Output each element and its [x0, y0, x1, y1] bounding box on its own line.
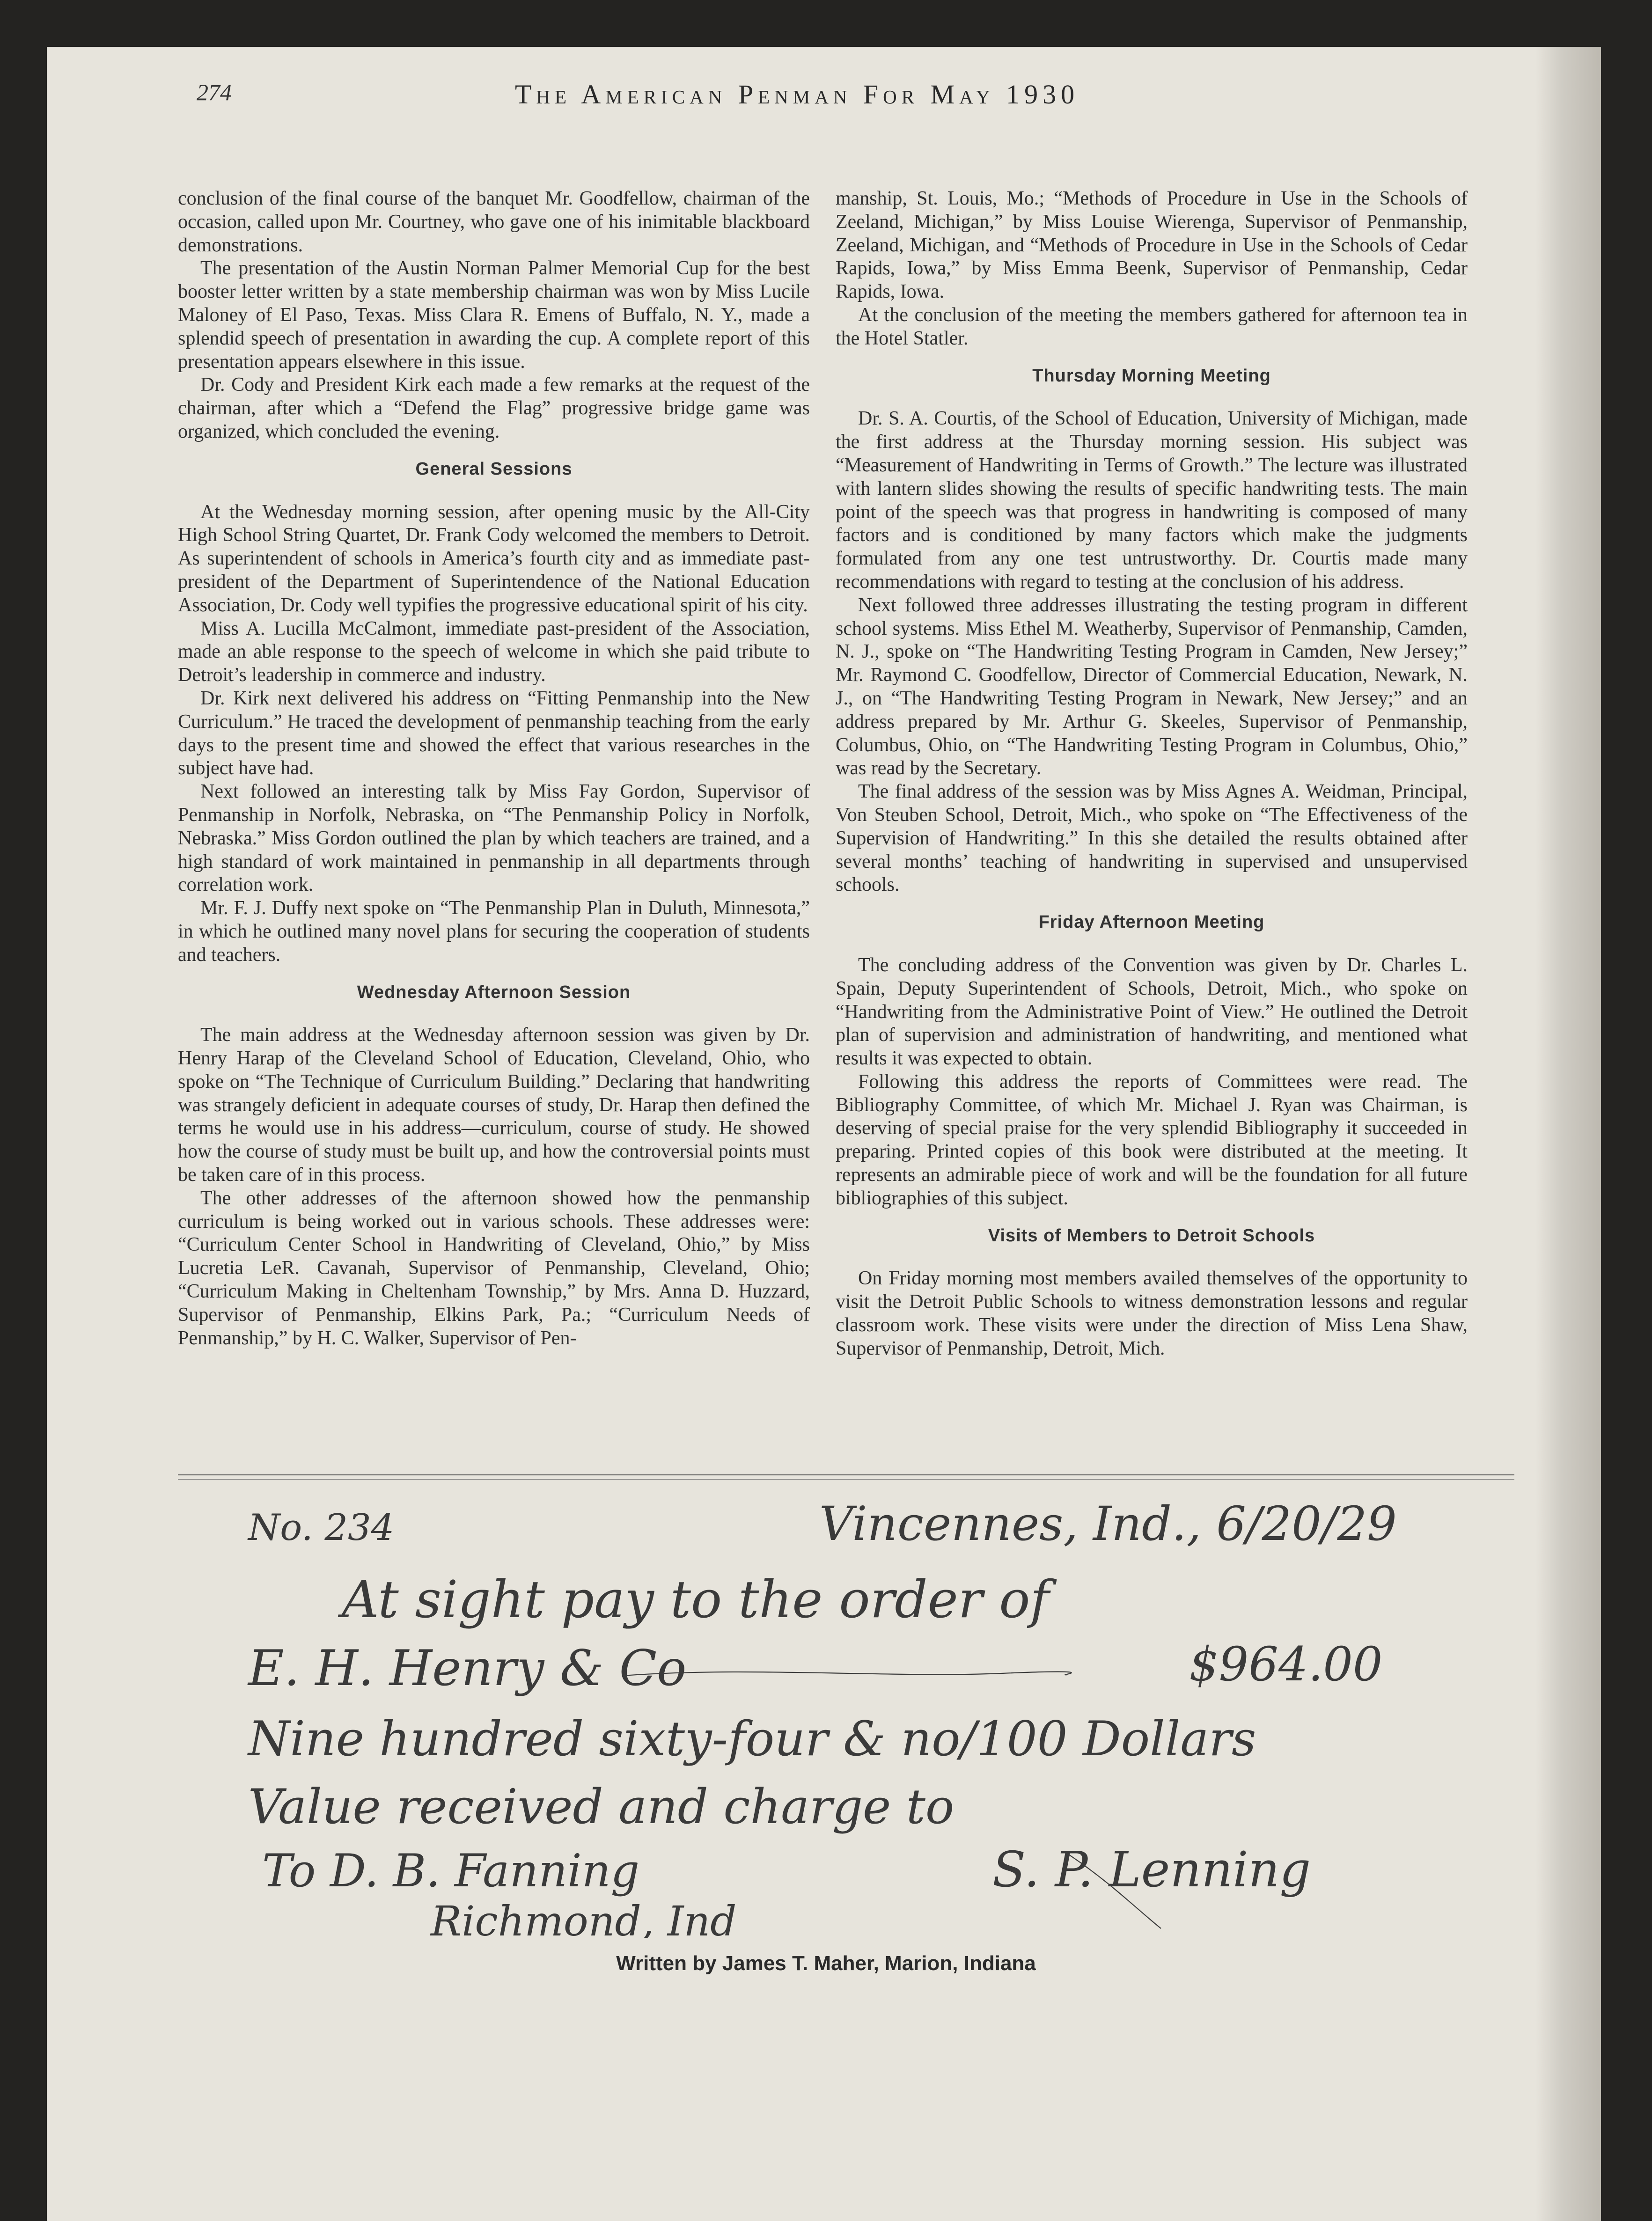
page-number: 274 [197, 79, 232, 105]
specimen-line-4: Value received and charge to [248, 1779, 954, 1835]
left-column [178, 187, 810, 1350]
handwriting-specimen [234, 1488, 1498, 1938]
specimen-city: Richmond, Ind [431, 1897, 737, 1938]
paragraph: The presentation of the Austin Norman Palmer Memorial Cup for the best booster letter written by a state membership chairman was won by Miss Lucile Maloney of El Paso, Texas. Miss Clara R. Emens of Buffalo, N. Y., made a splendid speech of presentation in awarding the cup. A complete report of this presentation appears elsewhere in this issue. [178, 257, 810, 373]
section-heading: Thursday Morning Meeting [1032, 366, 1271, 386]
specimen-amount-words: Nine hundred sixty-four & no/100 Dollars [248, 1711, 1256, 1767]
section-heading: Wednesday Afternoon Session [357, 982, 631, 1002]
specimen-line-1: At sight pay to the order of [342, 1569, 1050, 1629]
paragraph: The main address at the Wednesday afternoon session was given by Dr. Henry Harap of the Cleveland School of Education, Cleveland, Ohio, who spoke on “The Technique of Curriculum Building.” Declaring that handwriting was strangely deficient in adequate courses of study, Dr. Harap then defined the terms he would use in his address—curriculum, course of study. He showed how the course of study must be built up, and how the controversial points must be taken care of in this process. [178, 1024, 810, 1186]
specimen-flourish-line [623, 1672, 1072, 1676]
paragraph: Next followed three addresses illustrating the testing program in different school systems. Miss Ethel M. Weatherby, Supervisor of Penmanship, Camden, N. J., spoke on “The Handwriting Testing Program in Camden, New Jersey;” Mr. Raymond C. Goodfellow, Director of Commercial Education, Newark, N. J., on “The Handwriting Testing Program in Newark, New Jersey;” and an address prepared by Mr. Arthur G. Skeeles, Supervisor of Penmanship, Columbus, Ohio, on “The Handwriting Testing Program in Columbus, Ohio,” was read by the Secretary. [836, 594, 1468, 779]
specimen-caption: Written by James T. Maher, Marion, Indiana [616, 1952, 1036, 1975]
specimen-payee: E. H. Henry & Co [248, 1640, 687, 1697]
page-gutter-shadow [1535, 47, 1601, 2221]
paragraph: The final address of the session was by Miss Agnes A. Weidman, Principal, Von Steuben School, Detroit, Mich., who spoke on “The Effectiveness of the Supervision of Handwriting.” In this she detailed the results obtained after several months’ teaching of handwriting in supervised and unsupervised schools. [836, 781, 1468, 896]
paragraph: Dr. Cody and President Kirk each made a few remarks at the request of the chairman, after which a “Defend the Flag” progressive bridge game was organized, which concluded the evening. [178, 374, 810, 442]
specimen-to: To D. B. Fanning [262, 1845, 640, 1897]
paragraph: On Friday morning most members availed themselves of the opportunity to visit the Detroit Public Schools to witness demonstration lessons and regular classroom work. These visits were under the direction of Miss Lena Shaw, Supervisor of Penmanship, Detroit, Mich. [836, 1268, 1468, 1359]
specimen-amount: $964.00 [1189, 1637, 1383, 1692]
paragraph: Dr. Kirk next delivered his address on “Fitting Penmanship into the New Curriculum.” He traced the development of penmanship teaching from the early days to the present time and showed the effect that various researches in the subject have had. [178, 687, 810, 779]
specimen-number: No. 234 [248, 1507, 395, 1549]
section-heading: Friday Afternoon Meeting [1038, 912, 1265, 932]
paragraph: Next followed an interesting talk by Miss Fay Gordon, Supervisor of Penmanship in Norfolk, Nebraska, on “The Penmanship Policy in Norfolk, Nebraska.” Miss Gordon outlined the plan by which teachers are trained, and a high standard of work maintained in penmanship in all departments through correlation work. [178, 781, 810, 896]
section-heading: Visits of Members to Detroit Schools [988, 1225, 1315, 1246]
divider-rule [178, 1474, 1514, 1475]
paragraph: At the Wednesday morning session, after opening music by the All-City High School String Quartet, Dr. Frank Cody welcomed the members to Detroit. As superintendent of schools in America’s fourth city and as immediate past-president of the Department of Superintendence of the National Education Association, Dr. Cody well typifies the progressive educational spirit of his city. [178, 501, 810, 616]
paragraph: Miss A. Lucilla McCalmont, immediate past-president of the Association, made an able response to the speech of welcome in which she paid tribute to Detroit’s leadership in commerce and industry. [178, 617, 810, 686]
divider-rule-secondary [178, 1479, 1514, 1480]
paragraph: At the conclusion of the meeting the members gathered for afternoon tea in the Hotel Statler. [836, 304, 1468, 349]
paragraph: The other addresses of the afternoon showed how the penmanship curriculum is being worked out in various schools. These addresses were: “Curriculum Center School in Handwriting of Cleveland, Ohio,” by Miss Lucretia LeR. Cavanah, Supervisor of Penmanship, Cleveland, Ohio; “Curriculum Making in Cheltenham Township,” by Mrs. Anna D. Huzzard, Supervisor of Penmanship, Elkins Park, Pa.; “Curriculum Needs of Penmanship,” by H. C. Walker, Supervisor of Pen- [178, 1187, 810, 1349]
paragraph: The concluding address of the Convention was given by Dr. Charles L. Spain, Deputy Superintendent of Schools, Detroit, Mich., who spoke on “Handwriting from the Administrative Point of View.” He outlined the Detroit plan of supervision and administration of handwriting, and mentioned what results it was expected to obtain. [836, 954, 1468, 1070]
paragraph: manship, St. Louis, Mo.; “Methods of Procedure in Use in the Schools of Zeeland, Michigan,” by Miss Louise Wierenga, Supervisor of Penmanship, Zeeland, Michigan, and “Methods of Procedure in Use in the Schools of Cedar Rapids, Iowa,” by Miss Emma Beenk, Supervisor of Penmanship, Cedar Rapids, Iowa. [836, 188, 1468, 303]
section-heading: General Sessions [415, 459, 573, 479]
paragraph: Following this address the reports of Committees were read. The Bibliography Committee, of which Mr. Michael J. Ryan was Chairman, is deserving of special praise for the very splendid Bibliography it succeeded in preparing. Printed copies of this book were distributed at the meeting. It represents an admirable piece of work and will be the foundation for all future bibliographies of this subject. [836, 1070, 1468, 1209]
paragraph: conclusion of the final course of the banquet Mr. Goodfellow, chairman of the occasion, called upon Mr. Courtney, who gave one of his inimitable blackboard demonstrations. [178, 188, 810, 256]
running-head: The American Penman For May 1930 [515, 79, 1079, 110]
specimen-place-date: Vincennes, Ind., 6/20/29 [819, 1496, 1397, 1551]
right-column [836, 187, 1468, 1361]
specimen-signature: S. P. Lenning [992, 1841, 1311, 1898]
paragraph: Dr. S. A. Courtis, of the School of Education, University of Michigan, made the first address at the Thursday morning session. His subject was “Measurement of Handwriting in Terms of Growth.” The lecture was illustrated with lantern slides showing the results of specific handwriting tests. The main point of the speech was that progress in handwriting is composed of many factors and is conditioned by many factors which make the judgments formulated from any one test untrustworthy. Dr. Courtis made many recommendations with regard to testing at the conclusion of his address. [836, 408, 1468, 593]
paragraph: Mr. F. J. Duffy next spoke on “The Penmanship Plan in Duluth, Minnesota,” in which he outlined many novel plans for securing the cooperation of students and teachers. [178, 897, 810, 966]
